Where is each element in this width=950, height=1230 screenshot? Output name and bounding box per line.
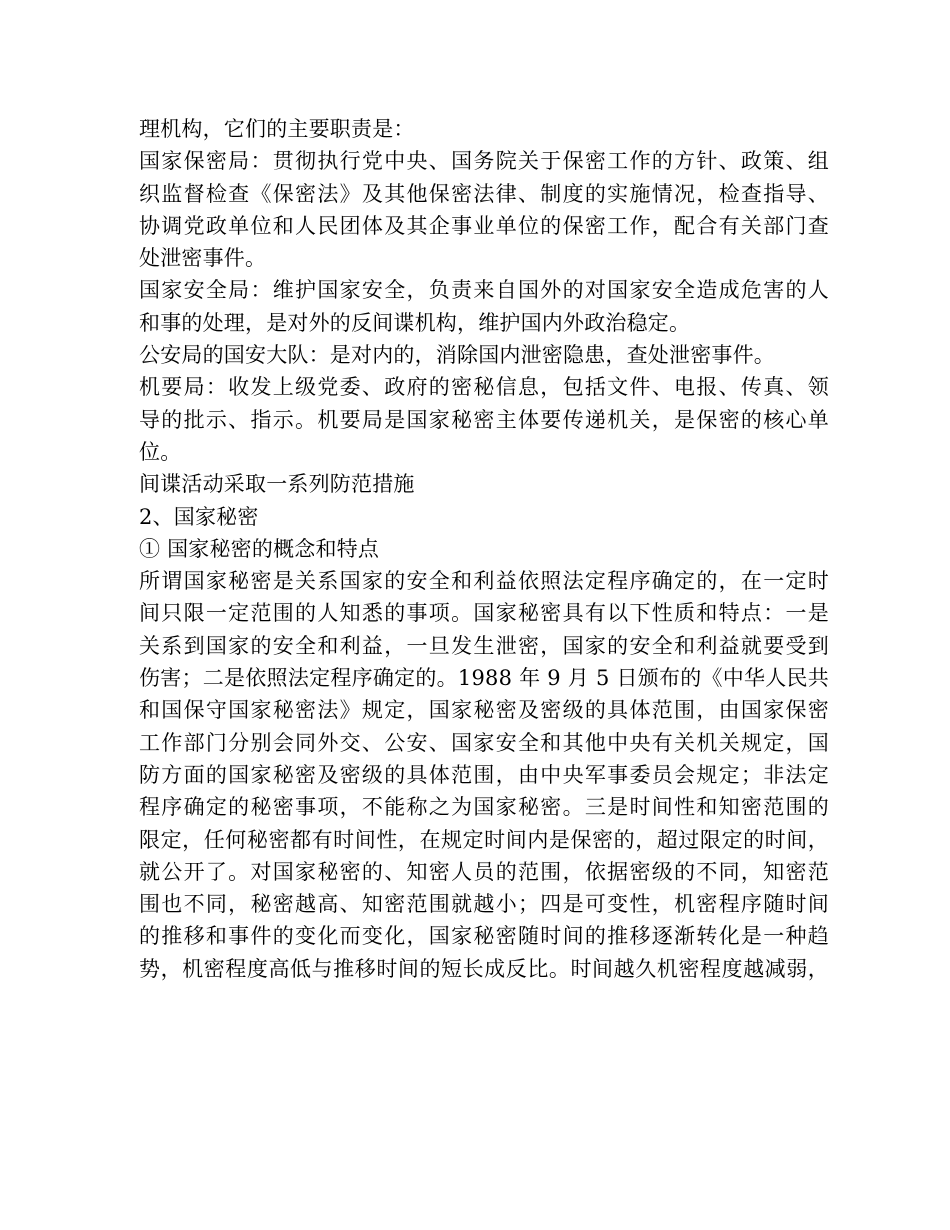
text-line: 伤害；二是依照法定程序确定的。1988 年 9 月 5 日颁布的《中华人民共 <box>139 666 829 691</box>
text-line: 国家安全局：维护国家安全，负责来自国外的对国家安全造成危害的人 <box>139 278 829 303</box>
text-line: 间只限一定范围的人知悉的事项。国家秘密具有以下性质和特点：一是 <box>139 601 829 626</box>
text-line: 防方面的国家秘密及密级的具体范围，由中央军事委员会规定；非法定 <box>139 762 829 787</box>
text-line: 就公开了。对国家秘密的、知密人员的范围，依据密级的不同，知密范 <box>139 859 829 884</box>
text-line: 限定，任何秘密都有时间性，在规定时间内是保密的，超过限定的时间， <box>139 827 829 852</box>
text-line: 处泄密事件。 <box>139 246 267 271</box>
text-line: 位。 <box>139 439 182 464</box>
text-line: 协调党政单位和人民团体及其企事业单位的保密工作，配合有关部门查 <box>139 213 829 238</box>
text-line: 工作部门分别会同外交、公安、国家安全和其他中央有关机关规定，国 <box>139 730 829 755</box>
text-line: 和事的处理，是对外的反间谍机构，维护国内外政治稳定。 <box>139 310 691 335</box>
text-line: 理机构，它们的主要职责是： <box>139 117 415 141</box>
text-line: 程序确定的秘密事项，不能称之为国家秘密。三是时间性和知密范围的 <box>139 795 829 820</box>
text-line: 和国保守国家秘密法》规定，国家秘密及密级的具体范围，由国家保密 <box>139 698 829 723</box>
document-body <box>139 113 829 985</box>
text-line: 公安局的国安大队：是对内的，消除国内泄密隐患，查处泄密事件。 <box>139 343 775 368</box>
subsection-heading: ① 国家秘密的概念和特点 <box>139 536 380 561</box>
text-line: 导的批示、指示。机要局是国家秘密主体要传递机关，是保密的核心单 <box>139 407 829 432</box>
section-heading: 间谍活动采取一系列防范措施 <box>139 472 415 497</box>
text-line: 的推移和事件的变化而变化，国家秘密随时间的推移逐渐转化是一种趋 <box>139 924 829 949</box>
text-line: 国家保密局：贯彻执行党中央、国务院关于保密工作的方针、政策、组 <box>139 149 829 174</box>
text-line: 围也不同，秘密越高、知密范围就越小；四是可变性，机密程序随时间 <box>139 892 829 917</box>
section-heading: 2、国家秘密 <box>139 504 259 529</box>
text-line: 关系到国家的安全和利益，一旦发生泄密，国家的安全和利益就要受到 <box>139 633 829 658</box>
text-line: 机要局：收发上级党委、政府的密秘信息，包括文件、电报、传真、领 <box>139 375 829 400</box>
text-line: 所谓国家秘密是关系国家的安全和利益依照法定程序确定的，在一定时 <box>139 569 829 594</box>
text-line: 织监督检查《保密法》及其他保密法律、制度的实施情况，检查指导、 <box>139 181 829 206</box>
text-line: 势，机密程度高低与推移时间的短长成反比。时间越久机密程度越减弱， <box>139 956 829 981</box>
